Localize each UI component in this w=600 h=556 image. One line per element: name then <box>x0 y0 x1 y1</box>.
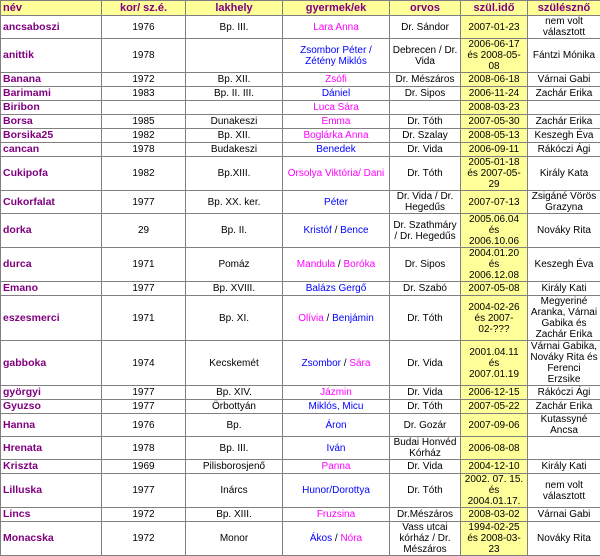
cell-gyermek[interactable] <box>283 508 390 522</box>
cell-gyermek[interactable] <box>283 129 390 143</box>
child-name: Áron <box>325 420 346 431</box>
child-name: Benjámin <box>332 313 374 324</box>
cell-kor[interactable]: 1985 <box>102 115 186 129</box>
cell-nev[interactable]: anittik <box>1 39 102 73</box>
cell-gyermek[interactable] <box>283 191 390 214</box>
cell-nev[interactable]: durca <box>1 248 102 282</box>
cell-szulido[interactable]: 2006-09-11 <box>461 143 528 157</box>
cell-orvos[interactable]: Dr. Mészáros <box>390 73 461 87</box>
cell-kor[interactable]: 1982 <box>102 129 186 143</box>
child-name: Zsombor <box>302 358 341 369</box>
table-row <box>1 400 600 414</box>
table-row <box>1 296 600 341</box>
table-row <box>1 460 600 474</box>
cell-kor[interactable] <box>102 101 186 115</box>
table-row <box>1 437 600 460</box>
cell-nev[interactable]: gabboka <box>1 341 102 386</box>
cell-kor[interactable]: 1976 <box>102 414 186 437</box>
cell-lakhely[interactable]: Dunakeszi <box>186 115 283 129</box>
child-name: Zsombor Péter / Zétény Miklós <box>300 45 372 67</box>
cell-szulido[interactable]: 1994-02-25 és 2008-03-23 <box>461 522 528 556</box>
child-name: Panna <box>322 461 351 472</box>
cell-gyermek[interactable] <box>283 87 390 101</box>
cell-kor[interactable]: 1982 <box>102 157 186 191</box>
cell-nev[interactable]: Gyuzso <box>1 400 102 414</box>
cell-szulido[interactable]: 2002. 07. 15. és 2004.01.17. <box>461 474 528 508</box>
cell-orvos[interactable]: Dr. Sipos <box>390 87 461 101</box>
cell-orvos[interactable]: Vass utcai kórház / Dr. Mészáros <box>390 522 461 556</box>
cell-lakhely[interactable]: Bp. XIV. <box>186 386 283 400</box>
cell-szulesznő[interactable]: Várnai Gabika, Nováky Rita és Ferenci Erzsike <box>528 341 600 386</box>
cell-nev[interactable]: Biribon <box>1 101 102 115</box>
table-row <box>1 157 600 191</box>
cell-kor[interactable]: 1969 <box>102 460 186 474</box>
cell-szulido[interactable]: 2006-06-17 és 2008-05-08 <box>461 39 528 73</box>
cell-nev[interactable]: cancan <box>1 143 102 157</box>
cell-lakhely[interactable]: Bp. III. <box>186 16 283 39</box>
table-row <box>1 191 600 214</box>
cell-nev[interactable]: Hanna <box>1 414 102 437</box>
cell-lakhely[interactable]: Bp. XI. <box>186 296 283 341</box>
table-row <box>1 129 600 143</box>
cell-orvos[interactable]: Dr. Tóth <box>390 115 461 129</box>
cell-kor[interactable]: 1977 <box>102 474 186 508</box>
cell-szulido[interactable]: 2006-11-24 <box>461 87 528 101</box>
cell-kor[interactable]: 1972 <box>102 508 186 522</box>
cell-nev[interactable]: Lilluska <box>1 474 102 508</box>
child-name: Luca Sára <box>313 102 359 113</box>
cell-szulido[interactable]: 2007-05-08 <box>461 282 528 296</box>
child-separator: / <box>332 225 340 236</box>
table-row <box>1 386 600 400</box>
cell-lakhely[interactable]: Pomáz <box>186 248 283 282</box>
child-name: Nóra <box>340 533 362 544</box>
cell-szulesznő[interactable]: Zachár Erika <box>528 115 600 129</box>
cell-gyermek[interactable] <box>283 460 390 474</box>
cell-orvos[interactable]: Dr. Tóth <box>390 157 461 191</box>
child-name: Kristóf <box>303 225 331 236</box>
cell-szulesznő[interactable]: Zachár Erika <box>528 87 600 101</box>
cell-orvos[interactable]: Dr. Tóth <box>390 474 461 508</box>
header-gyermek[interactable]: gyermek/ek <box>283 1 390 16</box>
table-row <box>1 474 600 508</box>
cell-szulido[interactable]: 2007-01-23 <box>461 16 528 39</box>
child-name: Boglárka Anna <box>303 130 368 141</box>
cell-nev[interactable]: Kriszta <box>1 460 102 474</box>
child-separator: / <box>324 313 332 324</box>
cell-kor[interactable]: 29 <box>102 214 186 248</box>
cell-orvos[interactable]: Dr. Sipos <box>390 248 461 282</box>
table-row <box>1 115 600 129</box>
cell-szulido[interactable]: 2008-06-18 <box>461 73 528 87</box>
cell-szulesznő[interactable]: Király Kati <box>528 282 600 296</box>
child-name: Ákos <box>310 533 332 544</box>
cell-nev[interactable]: Monacska <box>1 522 102 556</box>
cell-szulido[interactable]: 2007-07-13 <box>461 191 528 214</box>
cell-nev[interactable]: Hrenata <box>1 437 102 460</box>
cell-kor[interactable]: 1976 <box>102 16 186 39</box>
cell-gyermek[interactable] <box>283 282 390 296</box>
cell-lakhely[interactable]: Bp. XII. <box>186 73 283 87</box>
cell-szulesznő[interactable]: Rákóczi Ági <box>528 143 600 157</box>
cell-lakhely[interactable]: Monor <box>186 522 283 556</box>
child-name: Jázmin <box>320 387 352 398</box>
cell-kor[interactable]: 1977 <box>102 191 186 214</box>
cell-lakhely[interactable]: Kecskemét <box>186 341 283 386</box>
child-name: Iván <box>327 443 346 454</box>
header-szulesznő[interactable]: szülésznő <box>528 1 600 16</box>
cell-lakhely[interactable]: Bp. <box>186 414 283 437</box>
cell-szulesznő[interactable]: Megyeriné Aranka, Várnai Gabika és Zachár Erika <box>528 296 600 341</box>
cell-orvos[interactable]: Dr. Gozár <box>390 414 461 437</box>
child-separator: / <box>341 358 349 369</box>
cell-nev[interactable]: dorka <box>1 214 102 248</box>
table-row <box>1 341 600 386</box>
child-name: Emma <box>322 116 351 127</box>
cell-szulesznő[interactable]: Fántzi Mónika <box>528 39 600 73</box>
cell-szulesznő[interactable]: Nováky Rita <box>528 214 600 248</box>
cell-gyermek[interactable] <box>283 341 390 386</box>
cell-gyermek[interactable] <box>283 400 390 414</box>
cell-lakhely[interactable]: Bp. II. <box>186 214 283 248</box>
child-name: Boróka <box>344 259 376 270</box>
child-name: Lara Anna <box>313 22 359 33</box>
cell-gyermek[interactable] <box>283 143 390 157</box>
cell-orvos[interactable]: Dr. Vida <box>390 460 461 474</box>
cell-szulesznő[interactable]: Várnai Gabi <box>528 73 600 87</box>
cell-nev[interactable]: Banana <box>1 73 102 87</box>
cell-kor[interactable]: 1978 <box>102 143 186 157</box>
cell-gyermek[interactable] <box>283 386 390 400</box>
cell-szulido[interactable]: 2007-05-22 <box>461 400 528 414</box>
cell-gyermek[interactable] <box>283 522 390 556</box>
cell-orvos[interactable]: Dr. Vida <box>390 341 461 386</box>
cell-kor[interactable]: 1977 <box>102 386 186 400</box>
cell-kor[interactable]: 1974 <box>102 341 186 386</box>
table-row <box>1 214 600 248</box>
cell-lakhely[interactable]: Bp. XIII. <box>186 508 283 522</box>
cell-lakhely[interactable]: Bp. XII. <box>186 129 283 143</box>
child-name: Balázs Gergő <box>306 283 367 294</box>
cell-lakhely[interactable]: Bp. III. <box>186 437 283 460</box>
cell-szulido[interactable]: 2006-12-15 <box>461 386 528 400</box>
cell-gyermek[interactable] <box>283 474 390 508</box>
cell-orvos[interactable]: Dr. Vida <box>390 143 461 157</box>
child-name: Dániel <box>322 88 350 99</box>
child-name: Bence <box>340 225 368 236</box>
header-kor[interactable]: kor/ sz.é. <box>102 1 186 16</box>
child-separator: / <box>332 533 340 544</box>
child-name: Miklós, Micu <box>308 401 363 412</box>
cell-lakhely[interactable]: Bp.XIII. <box>186 157 283 191</box>
cell-nev[interactable]: Barimami <box>1 87 102 101</box>
cell-kor[interactable]: 1978 <box>102 39 186 73</box>
cell-gyermek[interactable] <box>283 115 390 129</box>
child-name: Sára <box>349 358 370 369</box>
cell-orvos[interactable]: Dr. Tóth <box>390 400 461 414</box>
cell-gyermek[interactable] <box>283 248 390 282</box>
child-name: Zsófi <box>325 74 347 85</box>
cell-szulesznő[interactable]: Rákóczi Ági <box>528 386 600 400</box>
cell-szulido[interactable]: 2001.04.11 és 2007.01.19 <box>461 341 528 386</box>
table-row <box>1 101 600 115</box>
header-orvos[interactable]: orvos <box>390 1 461 16</box>
cell-szulesznő[interactable]: nem volt választott <box>528 16 600 39</box>
cell-kor[interactable]: 1978 <box>102 437 186 460</box>
table-body <box>1 1 600 556</box>
cell-szulesznő[interactable] <box>528 101 600 115</box>
cell-lakhely[interactable] <box>186 101 283 115</box>
cell-kor[interactable]: 1977 <box>102 400 186 414</box>
cell-kor[interactable]: 1977 <box>102 282 186 296</box>
cell-kor[interactable]: 1972 <box>102 73 186 87</box>
table-row <box>1 522 600 556</box>
cell-gyermek[interactable] <box>283 16 390 39</box>
child-name: Hunor/Dorottya <box>302 485 370 496</box>
cell-kor[interactable]: 1971 <box>102 296 186 341</box>
header-lakhely[interactable]: lakhely <box>186 1 283 16</box>
table-row <box>1 73 600 87</box>
cell-szulesznő[interactable]: Keszegh Éva <box>528 129 600 143</box>
child-name: Fruzsina <box>317 509 355 520</box>
cell-orvos[interactable]: Dr. Szabó <box>390 282 461 296</box>
cell-szulesznő[interactable]: Király Kata <box>528 157 600 191</box>
cell-szulido[interactable]: 2008-05-13 <box>461 129 528 143</box>
child-name: Olívia <box>298 313 324 324</box>
cell-szulesznő[interactable]: Zsigáné Vörös Grazyna <box>528 191 600 214</box>
child-name: Orsolya Viktória/ Dani <box>288 168 385 179</box>
table-row <box>1 508 600 522</box>
cell-lakhely[interactable]: Inárcs <box>186 474 283 508</box>
cell-szulido[interactable]: 2008-03-02 <box>461 508 528 522</box>
child-name: Péter <box>324 197 348 208</box>
cell-szulido[interactable]: 2004-12-10 <box>461 460 528 474</box>
cell-szulesznő[interactable]: Király Kati <box>528 460 600 474</box>
cell-nev[interactable]: Borsika25 <box>1 129 102 143</box>
cell-szulesznő[interactable]: Kutassyné Ancsa <box>528 414 600 437</box>
cell-szulesznő[interactable]: Várnai Gabi <box>528 508 600 522</box>
cell-szulesznő[interactable]: Zachár Erika <box>528 400 600 414</box>
cell-szulesznő[interactable]: Keszegh Éva <box>528 248 600 282</box>
cell-kor[interactable]: 1972 <box>102 522 186 556</box>
cell-nev[interactable]: Cukorfalat <box>1 191 102 214</box>
table-row <box>1 143 600 157</box>
cell-orvos[interactable]: Debrecen / Dr. Vida <box>390 39 461 73</box>
header-szulido[interactable]: szül.idő <box>461 1 528 16</box>
cell-gyermek[interactable] <box>283 437 390 460</box>
cell-szulesznő[interactable]: Nováky Rita <box>528 522 600 556</box>
cell-lakhely[interactable]: Bp. II. III. <box>186 87 283 101</box>
cell-gyermek[interactable] <box>283 414 390 437</box>
cell-gyermek[interactable] <box>283 157 390 191</box>
cell-gyermek[interactable] <box>283 296 390 341</box>
child-name: Benedek <box>316 144 355 155</box>
cell-orvos[interactable]: Dr. Vida <box>390 386 461 400</box>
cell-orvos[interactable]: Dr. Szalay <box>390 129 461 143</box>
cell-szulido[interactable]: 2007-05-30 <box>461 115 528 129</box>
table-row <box>1 39 600 73</box>
table-row <box>1 87 600 101</box>
cell-nev[interactable]: györgyi <box>1 386 102 400</box>
child-name: Mandula <box>297 259 335 270</box>
cell-gyermek[interactable] <box>283 101 390 115</box>
cell-kor[interactable]: 1983 <box>102 87 186 101</box>
cell-nev[interactable]: Emano <box>1 282 102 296</box>
cell-orvos[interactable]: Dr. Tóth <box>390 296 461 341</box>
cell-orvos[interactable]: Dr. Szathmáry / Dr. Hegedűs <box>390 214 461 248</box>
child-separator: / <box>335 259 343 270</box>
header-row <box>1 1 600 16</box>
cell-szulido[interactable]: 2008-03-23 <box>461 101 528 115</box>
cell-nev[interactable]: ancsaboszi <box>1 16 102 39</box>
cell-gyermek[interactable] <box>283 73 390 87</box>
cell-szulesznő[interactable] <box>528 437 600 460</box>
cell-orvos[interactable]: Dr. Vida / Dr. Hegedűs <box>390 191 461 214</box>
cell-lakhely[interactable]: Bp. XVIII. <box>186 282 283 296</box>
cell-orvos[interactable]: Dr.Mészáros <box>390 508 461 522</box>
cell-orvos[interactable]: Budai Honvéd Kórház <box>390 437 461 460</box>
cell-lakhely[interactable] <box>186 39 283 73</box>
table-row <box>1 282 600 296</box>
cell-szulido[interactable]: 2005-01-18 és 2007-05-29 <box>461 157 528 191</box>
cell-szulido[interactable]: 2004-02-26 és 2007-02-??? <box>461 296 528 341</box>
cell-szulido[interactable]: 2007-09-06 <box>461 414 528 437</box>
cell-gyermek[interactable] <box>283 39 390 73</box>
table-row <box>1 16 600 39</box>
cell-lakhely[interactable]: Budakeszi <box>186 143 283 157</box>
cell-lakhely[interactable]: Pilisborosjenő <box>186 460 283 474</box>
cell-szulido[interactable]: 2006-08-08 <box>461 437 528 460</box>
cell-kor[interactable]: 1971 <box>102 248 186 282</box>
cell-orvos[interactable]: Dr. Sándor <box>390 16 461 39</box>
cell-szulido[interactable]: 2005.06.04 és 2006.10.06 <box>461 214 528 248</box>
header-nev[interactable]: név <box>1 1 102 16</box>
cell-lakhely[interactable]: Örbottyán <box>186 400 283 414</box>
cell-orvos[interactable] <box>390 101 461 115</box>
cell-szulido[interactable]: 2004.01.20 és 2006.12.08 <box>461 248 528 282</box>
cell-lakhely[interactable]: Bp. XX. ker. <box>186 191 283 214</box>
cell-nev[interactable]: Lincs <box>1 508 102 522</box>
cell-gyermek[interactable] <box>283 214 390 248</box>
cell-nev[interactable]: Borsa <box>1 115 102 129</box>
table-row <box>1 248 600 282</box>
cell-nev[interactable]: Cukipofa <box>1 157 102 191</box>
cell-szulesznő[interactable]: nem volt választott <box>528 474 600 508</box>
table-row <box>1 414 600 437</box>
cell-nev[interactable]: eszesmerci <box>1 296 102 341</box>
